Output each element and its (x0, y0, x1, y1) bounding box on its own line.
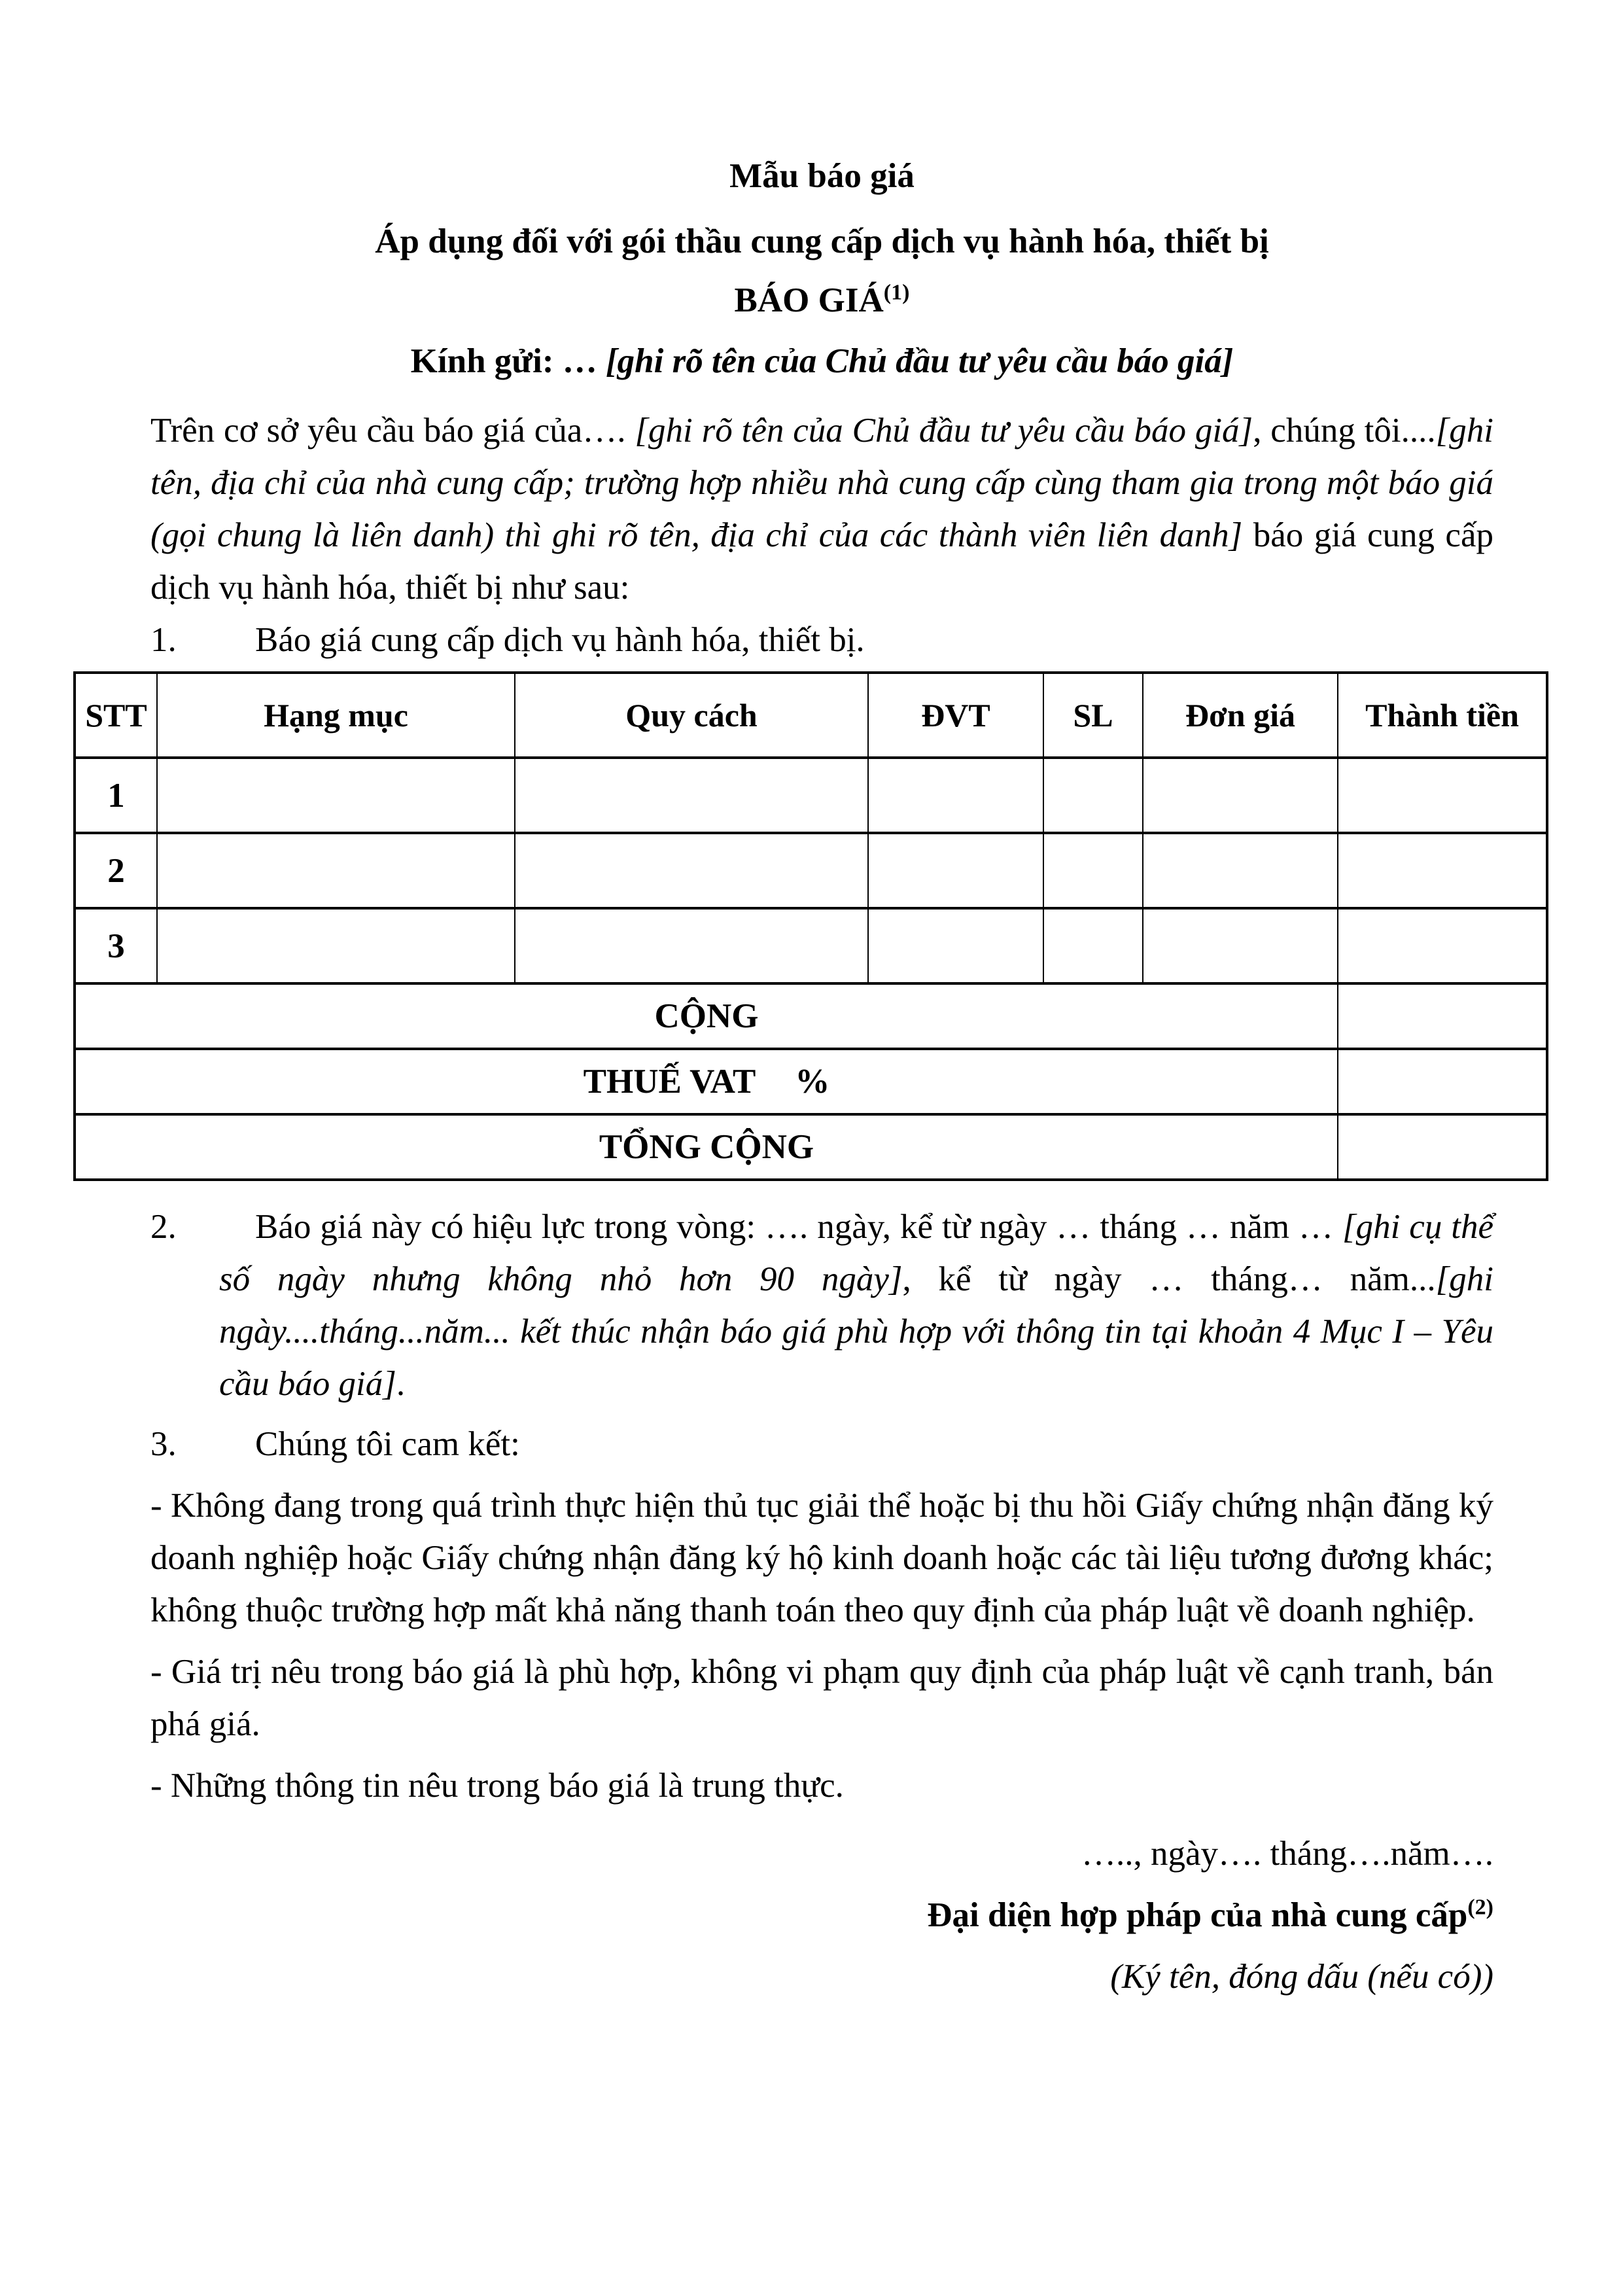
list-item-2-number: 2. (150, 1208, 177, 1246)
item-2-placeholder-2: [ghi ngày....tháng...năm... kết thúc nhận báo giá phù hợp với thông tin tại khoản 4 Mục I – Yêu cầu báo giá] (219, 1260, 1493, 1403)
item-2-placeholder-1: [ghi cụ thể số ngày nhưng không nhỏ hơn 90 ngày] (219, 1208, 1494, 1298)
intro-seg-3: báo giá cung cấp dịch vụ hành hóa, thiết bị như sau: (150, 516, 1493, 607)
form-subtitle: Áp dụng đối với gói thầu cung cấp dịch vụ hành hóa, thiết bị (375, 222, 1269, 260)
signature-representative-line (150, 1889, 1493, 1941)
summary-label-tong-cong: TỔNG CỘNG (75, 1114, 1338, 1180)
row-2-dvt (868, 833, 1043, 908)
commitment-2: - Giá trị nêu trong báo giá là phù hợp, không vi phạm quy định của pháp luật về cạnh tranh, bán phá giá. (150, 1653, 1493, 1743)
column-header-sl: SL (1043, 673, 1143, 758)
document-heading (150, 274, 1493, 327)
row-2-hang-muc (157, 833, 515, 908)
intro-seg-1: Trên cơ sở yêu cầu báo giá của…. (150, 412, 635, 450)
summary-value-vat (1338, 1049, 1547, 1114)
row-3-sl (1043, 908, 1143, 983)
quotation-table (73, 671, 1548, 1181)
table-row (75, 833, 1547, 908)
row-2-stt: 2 (75, 833, 157, 908)
row-3-stt: 3 (75, 908, 157, 983)
vat-label: THUẾ VAT (583, 1063, 756, 1101)
list-item-3 (150, 1418, 1493, 1470)
summary-row-vat (75, 1049, 1547, 1114)
summary-label-cong: CỘNG (75, 983, 1338, 1049)
row-3-quy-cach (515, 908, 868, 983)
footnote-marker-1: (1) (883, 280, 910, 305)
document-heading-text: BÁO GIÁ (734, 281, 884, 319)
salutation-label: Kính gửi: … (410, 342, 606, 380)
row-1-hang-muc (157, 758, 515, 833)
row-2-quy-cach (515, 833, 868, 908)
summary-row-tong-cong (75, 1114, 1547, 1180)
table-row (75, 758, 1547, 833)
table-row (75, 908, 1547, 983)
list-item-1-text: Báo giá cung cấp dịch vụ hành hóa, thiết bị. (255, 621, 865, 659)
column-header-thanh-tien: Thành tiền (1338, 673, 1547, 758)
salutation-line (150, 335, 1493, 387)
intro-paragraph (150, 404, 1493, 614)
signature-date-line: ….., ngày…. tháng….năm…. (1081, 1835, 1493, 1873)
column-header-dvt: ĐVT (868, 673, 1043, 758)
item-2-seg-2: , kể từ ngày … tháng… năm... (902, 1260, 1436, 1298)
signature-block (150, 1828, 1493, 2003)
row-1-thanh-tien (1338, 758, 1547, 833)
row-3-dvt (868, 908, 1043, 983)
row-2-don-gia (1143, 833, 1338, 908)
commitment-1: - Không đang trong quá trình thực hiện thủ tục giải thể hoặc bị thu hồi Giấy chứng nhận đăng ký doanh nghiệp hoặc Giấy chứng nhận đăng ký hộ kinh doanh hoặc các tài liệu tương đương khác; không thuộc trường hợp mất khả năng thanh toán theo quy định của pháp luật về doanh nghiệp. (150, 1487, 1493, 1629)
summary-row-cong (75, 983, 1547, 1049)
list-item-1 (150, 614, 1493, 666)
row-1-stt: 1 (75, 758, 157, 833)
intro-placeholder-1: [ghi rõ tên của Chủ đầu tư yêu cầu báo giá] (635, 412, 1253, 450)
row-3-thanh-tien (1338, 908, 1547, 983)
commitment-3: - Những thông tin nêu trong báo giá là trung thực. (150, 1767, 844, 1805)
row-1-dvt (868, 758, 1043, 833)
table-header-row (75, 673, 1547, 758)
row-3-hang-muc (157, 908, 515, 983)
row-1-don-gia (1143, 758, 1338, 833)
form-title: Mẫu báo giá (729, 157, 915, 195)
row-2-sl (1043, 833, 1143, 908)
column-header-don-gia: Đơn giá (1143, 673, 1338, 758)
footnote-marker-2: (2) (1467, 1895, 1493, 1920)
list-item-3-number: 3. (150, 1425, 177, 1463)
column-header-stt: STT (75, 673, 157, 758)
row-1-quy-cach (515, 758, 868, 833)
row-2-thanh-tien (1338, 833, 1547, 908)
list-item-2 (150, 1201, 1493, 1410)
signature-note-line: (Ký tên, đóng dấu (nếu có)) (1110, 1958, 1493, 1996)
item-2-seg-1: Báo giá này có hiệu lực trong vòng: …. ngày, kể từ ngày … tháng … năm … (255, 1208, 1342, 1246)
row-3-don-gia (1143, 908, 1338, 983)
intro-seg-2: , chúng tôi.... (1253, 412, 1436, 450)
column-header-quy-cach: Quy cách (515, 673, 868, 758)
summary-value-cong (1338, 983, 1547, 1049)
summary-value-tong-cong (1338, 1114, 1547, 1180)
intro-placeholder-2: [ghi tên, địa chỉ của nhà cung cấp; trường hợp nhiều nhà cung cấp cùng tham gia trong một báo giá (gọi chung là liên danh) thì ghi rõ tên, địa chỉ của các thành viên liên danh] (150, 412, 1493, 554)
summary-label-vat (75, 1049, 1338, 1114)
row-1-sl (1043, 758, 1143, 833)
vat-percent-sign: % (795, 1063, 830, 1101)
list-item-1-number: 1. (150, 621, 177, 659)
column-header-hang-muc: Hạng mục (157, 673, 515, 758)
list-item-3-text: Chúng tôi cam kết: (255, 1425, 520, 1463)
item-2-seg-3: . (396, 1365, 406, 1403)
representative-text: Đại diện hợp pháp của nhà cung cấp (927, 1896, 1468, 1934)
salutation-placeholder: [ghi rõ tên của Chủ đầu tư yêu cầu báo giá] (605, 342, 1234, 380)
